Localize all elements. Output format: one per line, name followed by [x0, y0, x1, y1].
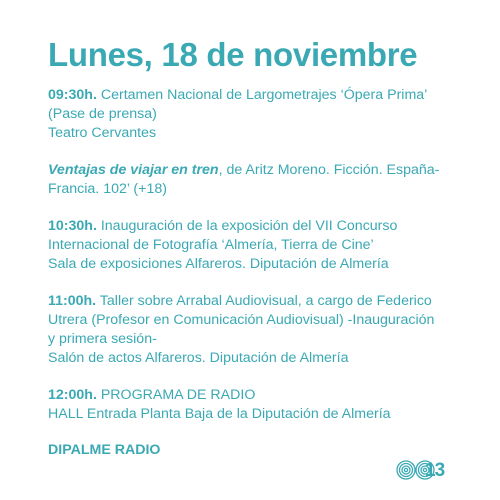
- program-page: [48, 36, 458, 458]
- event-description-cont: Utrera (Profesor en Comunicación Audiovisual) -Inauguración: [48, 312, 435, 328]
- page-title: Lunes, 18 de noviembre: [48, 36, 418, 73]
- event-line: [48, 292, 458, 311]
- event-venue: HALL Entrada Planta Baja de la Diputación de Almería: [48, 406, 391, 422]
- film-details-cont: Francia. 102’ (+18): [48, 181, 167, 197]
- event-description: Taller sobre Arrabal Audiovisual, a cargo de Federico: [96, 293, 432, 309]
- event-description: Inauguración de la exposición del VII Concurso: [96, 218, 398, 234]
- event-1100: [48, 292, 458, 368]
- event-line: [48, 217, 458, 236]
- event-venue: Sala de exposiciones Alfareros. Diputación de Almería: [48, 256, 389, 272]
- event-film: [48, 161, 458, 199]
- film-title: Ventajas de viajar en tren: [48, 162, 219, 178]
- event-line: [48, 386, 458, 405]
- film-details: , de Aritz Moreno. Ficción. España-: [218, 162, 440, 178]
- event-1030: [48, 217, 458, 274]
- footer-label: DIPALME RADIO: [48, 442, 161, 458]
- event-line: [48, 86, 458, 105]
- event-venue: Salón de actos Alfareros. Diputación de Almería: [48, 350, 349, 366]
- page-number: 13: [425, 460, 445, 481]
- event-time: 11:00h.: [48, 293, 97, 309]
- event-time: 10:30h.: [48, 218, 97, 234]
- event-venue: Teatro Cervantes: [48, 125, 157, 141]
- event-description-cont: Internacional de Fotografía ‘Almería, Tierra de Cine’: [48, 237, 374, 253]
- event-time: 12:00h.: [48, 387, 97, 403]
- event-description-cont: y primera sesión-: [48, 331, 157, 347]
- film-line: [48, 161, 458, 180]
- event-description: PROGRAMA DE RADIO: [96, 387, 256, 403]
- event-1200: [48, 386, 458, 424]
- event-time: 09:30h.: [48, 87, 97, 103]
- event-0930: [48, 86, 458, 143]
- event-description-cont: (Pase de prensa): [48, 106, 157, 122]
- event-description: Certamen Nacional de Largometrajes ‘Ópera Prima’: [96, 87, 428, 103]
